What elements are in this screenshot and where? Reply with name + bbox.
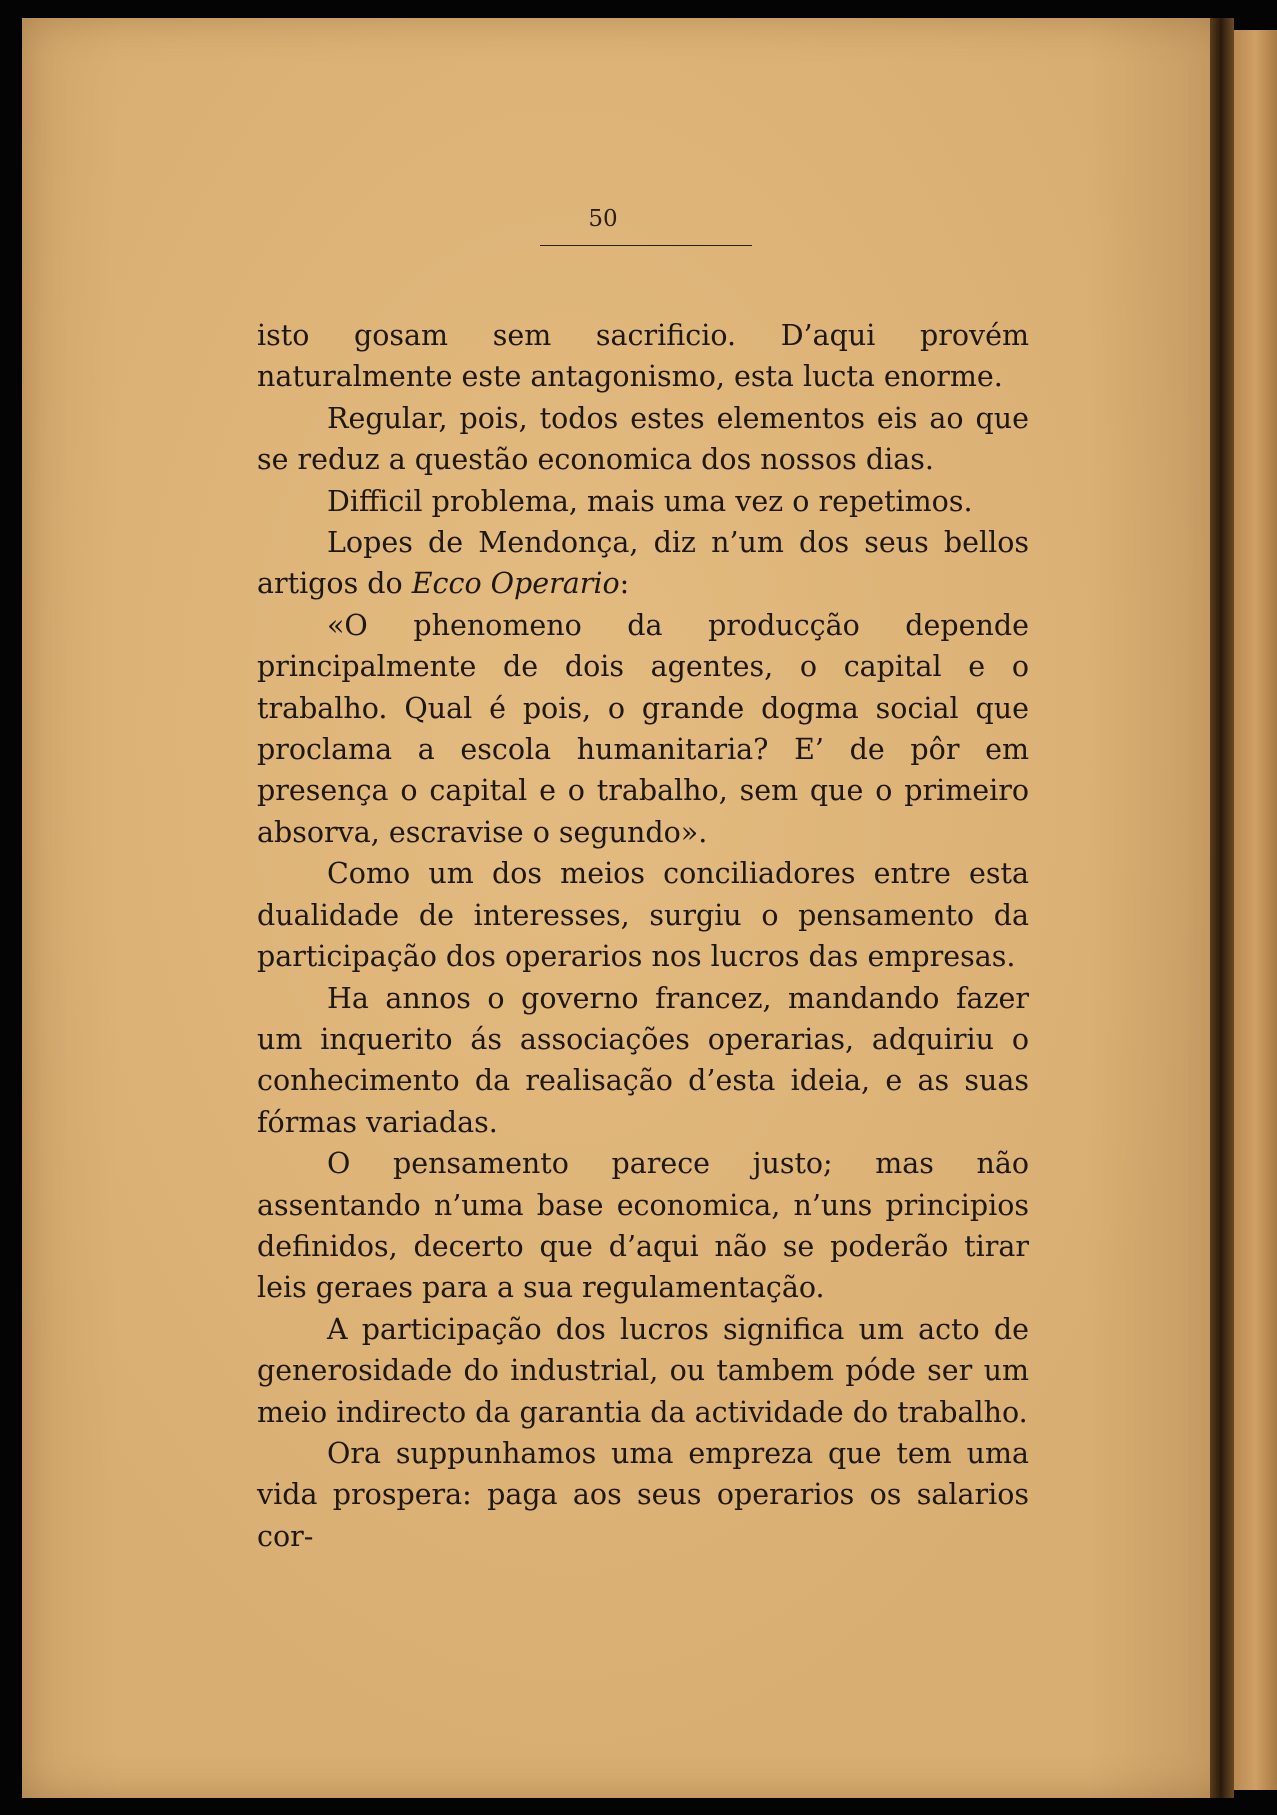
paragraph: Regular, pois, todos estes elementos eis ao que se reduz a questão economica dos nossos dias. xyxy=(257,401,1029,477)
page-number: 50 xyxy=(588,206,618,232)
paragraph: Difficil problema, mais uma vez o repetimos. xyxy=(327,484,973,518)
periodical-title: Ecco Operario xyxy=(411,567,620,601)
paragraph-text: Lopes de Mendonça, diz n’um dos seus bellos artigos do xyxy=(257,526,1029,601)
facing-page-edge xyxy=(1234,30,1277,1790)
paragraph: Como um dos meios conciliadores entre esta dualidade de interesses, surgiu o pensamento da participação dos operarios nos lucros das empresas. xyxy=(257,857,1029,974)
paragraph: Ora suppunhamos uma empreza que tem uma vida prospera: paga aos seus operarios os salarios cor- xyxy=(257,1436,1029,1553)
paragraph: Ha annos o governo francez, mandando fazer um inquerito ás associações operarias, adquiriu o conhecimento da realisação d’esta ideia, e as suas fórmas variadas. xyxy=(257,981,1029,1139)
paragraph: O pensamento parece justo; mas não assentando n’uma base economica, n’uns principios definidos, decerto que d’aqui não se poderão tirar leis geraes para a sua regulamentação. xyxy=(257,1147,1029,1305)
book-spine xyxy=(1210,18,1234,1798)
paragraph: isto gosam sem sacrificio. D’aqui provém naturalmente este antagonismo, esta lucta enorme. xyxy=(257,319,1029,394)
paragraph: A participação dos lucros significa um acto de generosidade do industrial, ou tambem póde ser um meio indirecto da garantia da actividade do trabalho. xyxy=(257,1312,1029,1429)
paragraph-text: : xyxy=(619,567,630,601)
header-rule xyxy=(540,245,752,246)
paper-page xyxy=(22,18,1232,1798)
body-text xyxy=(257,315,1029,1557)
quotation-paragraph: «O phenomeno da producção depende principalmente de dois agentes, o capital e o trabalho. Qual é pois, o grande dogma social que proclama a escola humanitaria? E’ de pôr em presença o capital e o trabalho, sem que o primeiro absorva, escravise o segundo». xyxy=(257,608,1029,849)
paragraph xyxy=(257,522,1029,605)
